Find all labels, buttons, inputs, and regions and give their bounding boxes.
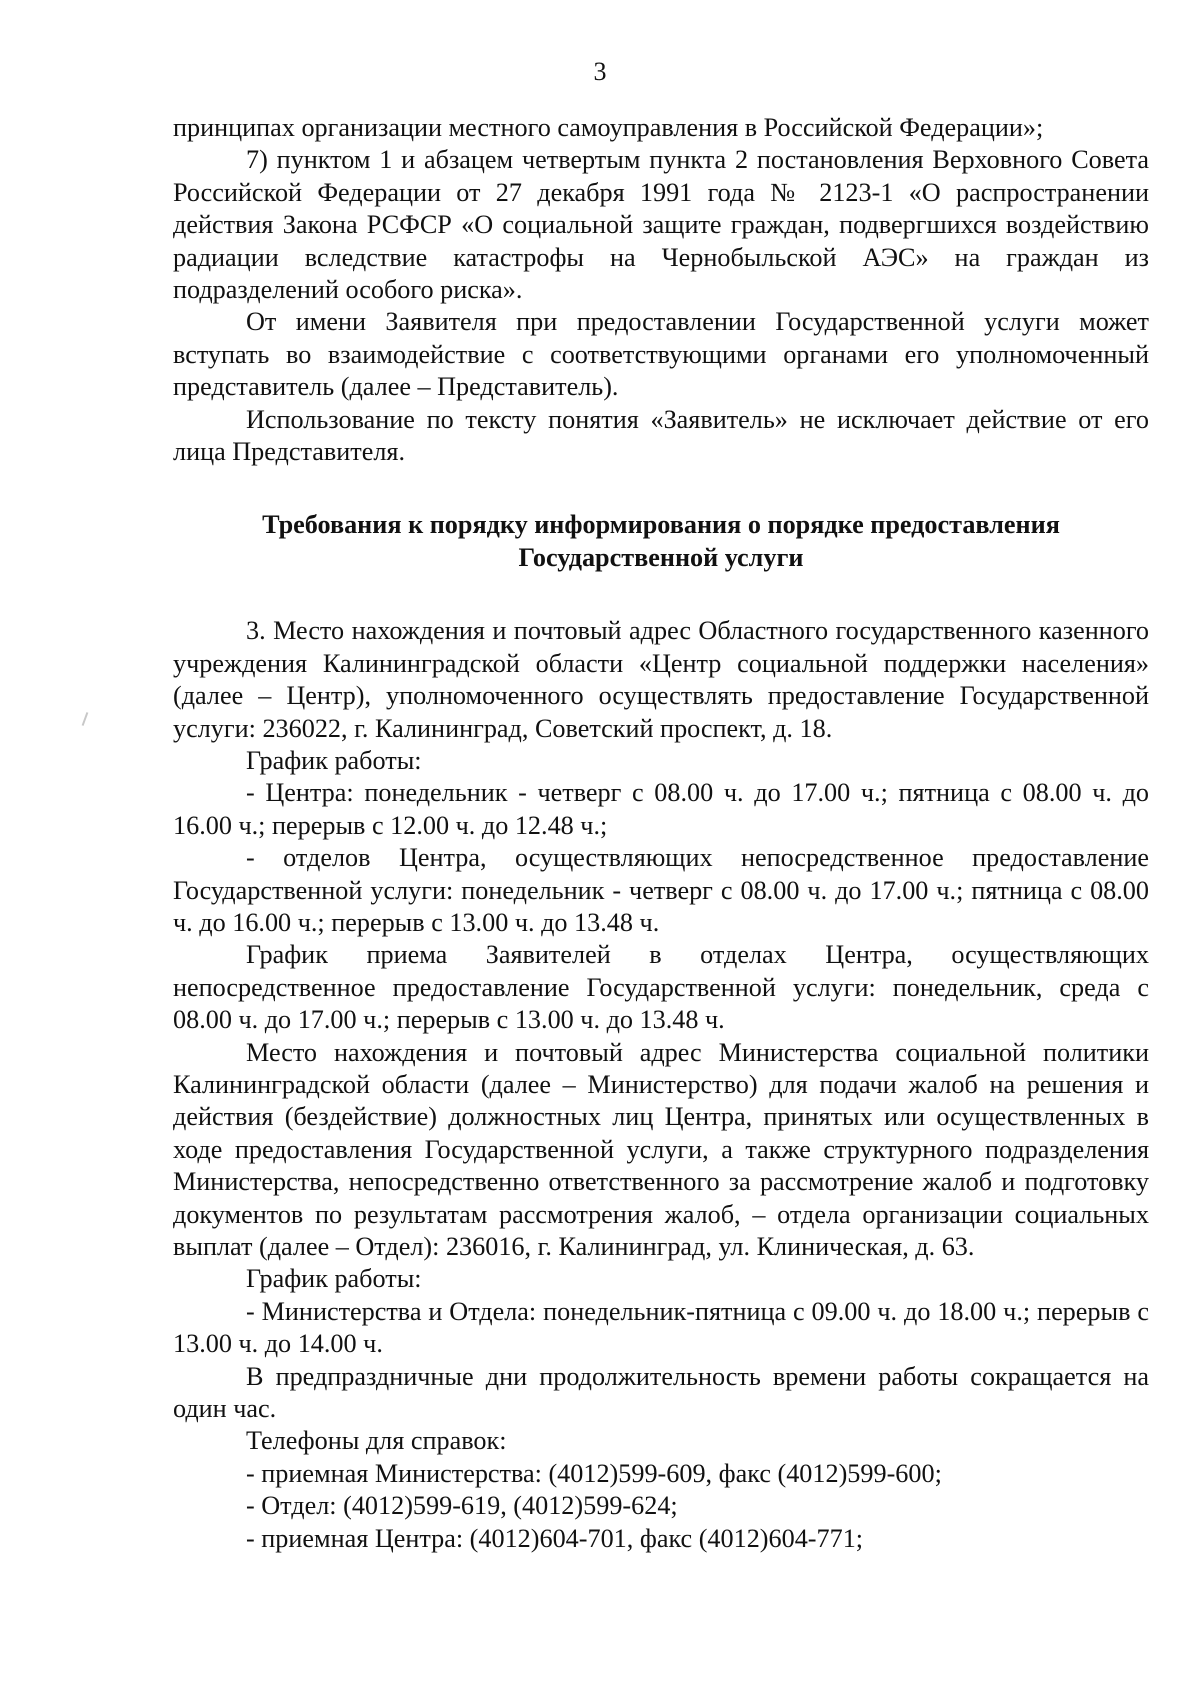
paragraph: График приема Заявителей в отделах Центра, осуществляющих непосредственное предоставление Государственной услуги: понедельник, среда с 08.00 ч. до 17.00 ч.; перерыв с 13.00 ч. до 13.48 ч.: [173, 940, 1149, 1035]
document-body: [173, 112, 1149, 1555]
section-heading-line: Требования к порядку информирования о порядке предоставления: [262, 510, 1060, 540]
section-heading: [173, 509, 1149, 574]
paragraph: - приемная Министерства: (4012)599-609, факс (4012)599-600;: [246, 1458, 942, 1488]
paragraph: - отделов Центра, осуществляющих непосредственное предоставление Государственной услуги: понедельник - четверг с 08.00 ч. до 17.00 ч.; пятница с 08.00 ч. до 16.00 ч.; перерыв с 13.00 ч. до 13.48 ч.: [173, 843, 1149, 937]
paragraph: - Отдел: (4012)599-619, (4012)599-624;: [246, 1491, 678, 1521]
paragraph: От имени Заявителя при предоставлении Государственной услуги может вступать во взаимодействие с соответствующими органами его уполномоченный представитель (далее – Представитель).: [173, 307, 1149, 402]
paragraph: - Центра: понедельник - четверг с 08.00 ч. до 17.00 ч.; пятница с 08.00 ч. до 16.00 ч.; перерыв с 12.00 ч. до 12.48 ч.;: [173, 778, 1149, 840]
paragraph: График работы:: [246, 745, 422, 775]
paragraph: - приемная Центра: (4012)604-701, факс (4012)604-771;: [246, 1523, 864, 1553]
paragraph: 3. Место нахождения и почтовый адрес Областного государственного казенного учреждения Калининградской области «Центр социальной поддержки населения» (далее – Центр), уполномоченного осуществлять предоставление Государственной услуги: 236022, г. Калининград, Советский проспект, д. 18.: [173, 616, 1149, 743]
paragraph: 7) пунктом 1 и абзацем четвертым пункта 2 постановления Верховного Совета Российской Федерации от 27 декабря 1991 года № 2123-1 «О распространении действия Закона РСФСР «О социальной защите граждан, подвергшихся воздействию радиации вследствие катастрофы на Чернобыльской АЭС» на граждан из подразделений особого риска».: [173, 145, 1149, 305]
paragraph: В предпраздничные дни продолжительность времени работы сокращается на один час.: [173, 1361, 1149, 1424]
margin-mark: [82, 712, 89, 726]
paragraph: Использование по тексту понятия «Заявитель» не исключает действие от его лица Представителя.: [173, 404, 1149, 467]
paragraph: - Министерства и Отдела: понедельник-пятница с 09.00 ч. до 18.00 ч.; перерыв с 13.00 ч. до 14.00 ч.: [173, 1296, 1149, 1359]
paragraph: принципах организации местного самоуправления в Российской Федерации»;: [173, 113, 1044, 142]
section-heading-line: Государственной услуги: [518, 542, 804, 572]
paragraph: Телефоны для справок:: [246, 1426, 507, 1456]
paragraph: График работы:: [246, 1264, 422, 1294]
paragraph: Место нахождения и почтовый адрес Министерства социальной политики Калининградской области (далее – Министерство) для подачи жалоб на решения и действия (бездействие) должностных лиц Центра, принятых или осуществленных в ходе предоставления Государственной услуги, а также структурного подразделения Министерства, непосредственно ответственного за рассмотрение жалоб и подготовку документов по результатам рассмотрения жалоб, – отдела организации социальных выплат (далее – Отдел): 236016, г. Калининград, ул. Клиническая, д. 63.: [173, 1037, 1149, 1261]
page-number: 3: [593, 57, 607, 86]
